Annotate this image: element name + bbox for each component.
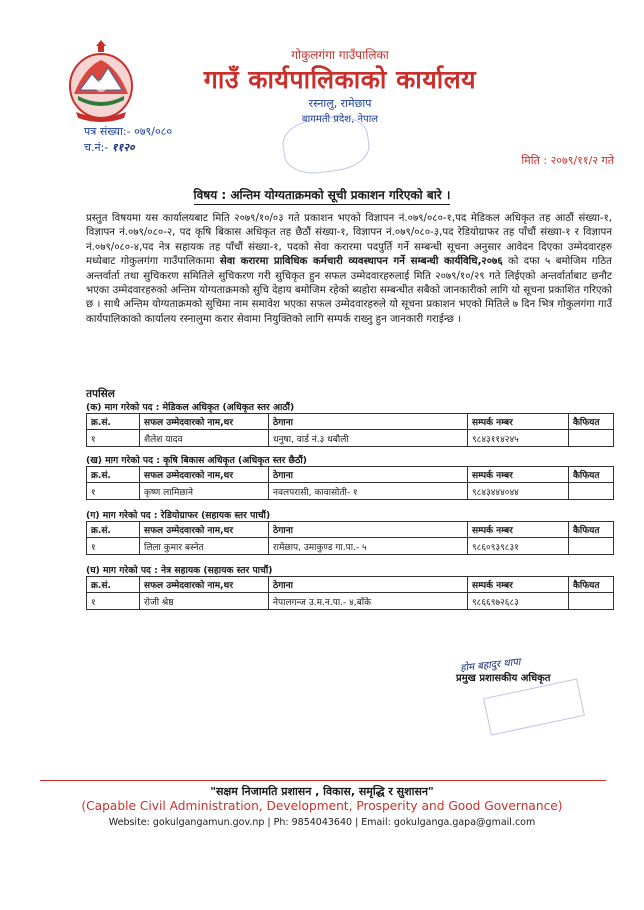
- table-cell-remarks: [569, 483, 614, 500]
- table-cell-name: शैलेश यादव: [140, 430, 269, 447]
- section-title: (ग) माग गरेको पद : रेडियोग्राफर (सहायक स्तर पाचौं): [86, 510, 271, 521]
- column-header: सम्पर्क नम्बर: [468, 414, 569, 430]
- body-part-2: को दफा ५ बमोजिम गठित अन्तर्वार्ता तथा सुचिकरण समितिले सुचिकरण गरी सुचिकृत हुन सफल उम्मेदवारहरुलाई मिति २०७९/१०/२९ गते लिईएको अन्तर्वार्ताबाट छनौट भएका उम्मेदवारहरुको अन्तिम योग्यताक्रमको सुचि देहाय बमोजिम रहेको ब्यहोरा सम्बन्धीत सबैको जानकारीको लागि यो सूचना प्रकाशित गरिएको छ । साथै अन्तिम योग्यताक्रमको सुचिमा नाम समावेश भएका सफल उम्मेदवारहरुले यो सूचना प्रकाशन भएको मितिले ७ दिन भित्र गोकुलगंगा गाउँ कार्यपालिकाको कार्यालय रस्नालुमा करार सेवामा नियुक्तिको लागि सम्पर्क राख्नु हुन जानकारी गराईन्छ ।: [86, 256, 612, 325]
- result-table: [86, 576, 614, 610]
- letter-number-value: ०७९/०८०: [134, 125, 173, 138]
- column-header: क्र.सं.: [87, 414, 140, 430]
- table-cell-phone: ९८४३४४४०४४: [468, 483, 569, 500]
- table-header-row: [87, 467, 614, 483]
- column-header: ठेगाना: [269, 577, 468, 593]
- letter-number: [84, 124, 172, 139]
- officer-stamp: [483, 678, 585, 735]
- table-cell-name: लिला कुमार बस्नेत: [140, 538, 269, 555]
- column-header: कैफियत: [569, 522, 614, 538]
- annex-label: तपसिल: [86, 388, 115, 400]
- table-cell-remarks: [569, 538, 614, 555]
- table-cell-address: नेपालगन्ज उ.म.न.पा.- ४,बाँके: [269, 593, 468, 610]
- body-bold-procedure: सेवा करारमा प्राविधिक कर्मचारी व्यवस्थापन गर्ने सम्बन्धी कार्यविधि,२०७६: [219, 256, 503, 268]
- nepal-emblem-icon: [66, 38, 136, 124]
- letter-date: मिति : २०७९/११/२ गते: [521, 154, 614, 167]
- province-name: बागमती प्रदेश, नेपाल: [301, 114, 379, 125]
- table-cell-sn: १: [87, 538, 140, 555]
- table-row: [87, 483, 614, 500]
- column-header: क्र.सं.: [87, 577, 140, 593]
- column-header: कैफियत: [569, 577, 614, 593]
- table-cell-phone: ९८६६९७२६८३: [468, 593, 569, 610]
- footer-motto-english: (Capable Civil Administration, Development, Prosperity and Good Governance): [81, 799, 563, 813]
- table-row: [87, 430, 614, 447]
- municipality-name: गोकुलगंगा गाउँपालिका: [291, 48, 389, 62]
- table-row: [87, 593, 614, 610]
- signature-title: प्रमुख प्रशासकीय अधिकृत: [456, 673, 551, 684]
- table-cell-address: धनुषा, वार्ड नं.३ धबौली: [269, 430, 468, 447]
- subject-line: [0, 186, 644, 203]
- table-header-row: [87, 414, 614, 430]
- column-header: कैफियत: [569, 414, 614, 430]
- table-row: [87, 538, 614, 555]
- column-header: ठेगाना: [269, 414, 468, 430]
- body-part-1: प्रस्तुत विषयमा यस कार्यालयबाट मिति २०७९/१०/०३ गते प्रकाशन भएको विज्ञापन नं.०७९/०८०-१,पद मेडिकल अधिकृत तह आठौं संख्या-१, विज्ञापन नं.०७९/०८०-२, पद कृषि बिकास अधिकृत तह छैठौं संख्या-१, विज्ञापन नं.०७९/०८०-३,पद रेडियोग्राफर तह पाँचौं संख्या-१ र विज्ञापन नं.०७९/०८०-४,पद नेत्र सहायक तह पाँचौं संख्या-१, पदको सेवा करारमा पदपुर्ति गर्ने सम्बन्धी सूचना अनुसार आवेदन दिएका उम्मेदवारहरु मध्येबाट गोकुलगंगा गाउँपालिकामा: [86, 213, 612, 268]
- table-cell-name: रोजी श्रेष्ठ: [140, 593, 269, 610]
- footer-motto: "सक्षम निजामति प्रशासन , विकास, समृद्धि र सुशासन": [210, 785, 434, 798]
- notice-body: [86, 212, 612, 327]
- dispatch-number: [84, 140, 135, 155]
- column-header: सम्पर्क नम्बर: [468, 467, 569, 483]
- column-header: सम्पर्क नम्बर: [468, 577, 569, 593]
- section-title: (ख) माग गरेको पद : कृषि बिकास अधिकृत (अधिकृत स्तर छैठौं): [86, 455, 307, 466]
- column-header: कैफियत: [569, 467, 614, 483]
- footer-contact: Website: gokulgangamun.gov.np | Ph: 9854043640 | Email: gokulganga.gapa@gmail.com: [108, 817, 536, 828]
- table-header-row: [87, 577, 614, 593]
- column-header: सफल उम्मेदवारको नाम,थर: [140, 577, 269, 593]
- office-title: गाउँ कार्यपालिकाको कार्यालय: [203, 65, 477, 94]
- table-header-row: [87, 522, 614, 538]
- table-cell-sn: १: [87, 483, 140, 500]
- column-header: क्र.सं.: [87, 467, 140, 483]
- column-header: ठेगाना: [269, 467, 468, 483]
- column-header: सफल उम्मेदवारको नाम,थर: [140, 414, 269, 430]
- letter-number-label: पत्र संख्या:-: [84, 125, 131, 138]
- table-cell-remarks: [569, 593, 614, 610]
- column-header: ठेगाना: [269, 522, 468, 538]
- table-cell-name: कृष्ण लामिछाने: [140, 483, 269, 500]
- table-cell-address: रामेछाप, उमाकुण्ड गा.पा.- ५: [269, 538, 468, 555]
- column-header: क्र.सं.: [87, 522, 140, 538]
- table-cell-remarks: [569, 430, 614, 447]
- section-title: (घ) माग गरेको पद : नेत्र सहायक (सहायक स्तर पाचौं): [86, 565, 273, 576]
- result-table: [86, 521, 614, 555]
- column-header: सफल उम्मेदवारको नाम,थर: [140, 467, 269, 483]
- result-table: [86, 466, 614, 500]
- dispatch-number-value: ११२०: [111, 141, 135, 154]
- column-header: सम्पर्क नम्बर: [468, 522, 569, 538]
- table-cell-phone: ९८६०९३९८३१: [468, 538, 569, 555]
- table-cell-sn: १: [87, 593, 140, 610]
- column-header: सफल उम्मेदवारको नाम,थर: [140, 522, 269, 538]
- table-cell-sn: १: [87, 430, 140, 447]
- footer-divider: [40, 780, 606, 781]
- signature-name: होम बहादुर थापा: [459, 656, 522, 675]
- result-table: [86, 413, 614, 447]
- section-title: (क) माग गरेको पद : मेडिकल अधिकृत (अधिकृत स्तर आठौं): [86, 402, 295, 413]
- office-location: रस्नालु, रामेछाप: [308, 97, 372, 110]
- table-cell-phone: ९८४३११४२४५: [468, 430, 569, 447]
- dispatch-number-label: च.नं:-: [84, 141, 109, 154]
- table-cell-address: नवलपरासी, कावासोती- १: [269, 483, 468, 500]
- subject-text: विषय : अन्तिम योग्यताक्रमको सूची प्रकाशन गरिएको बारे ।: [194, 188, 451, 205]
